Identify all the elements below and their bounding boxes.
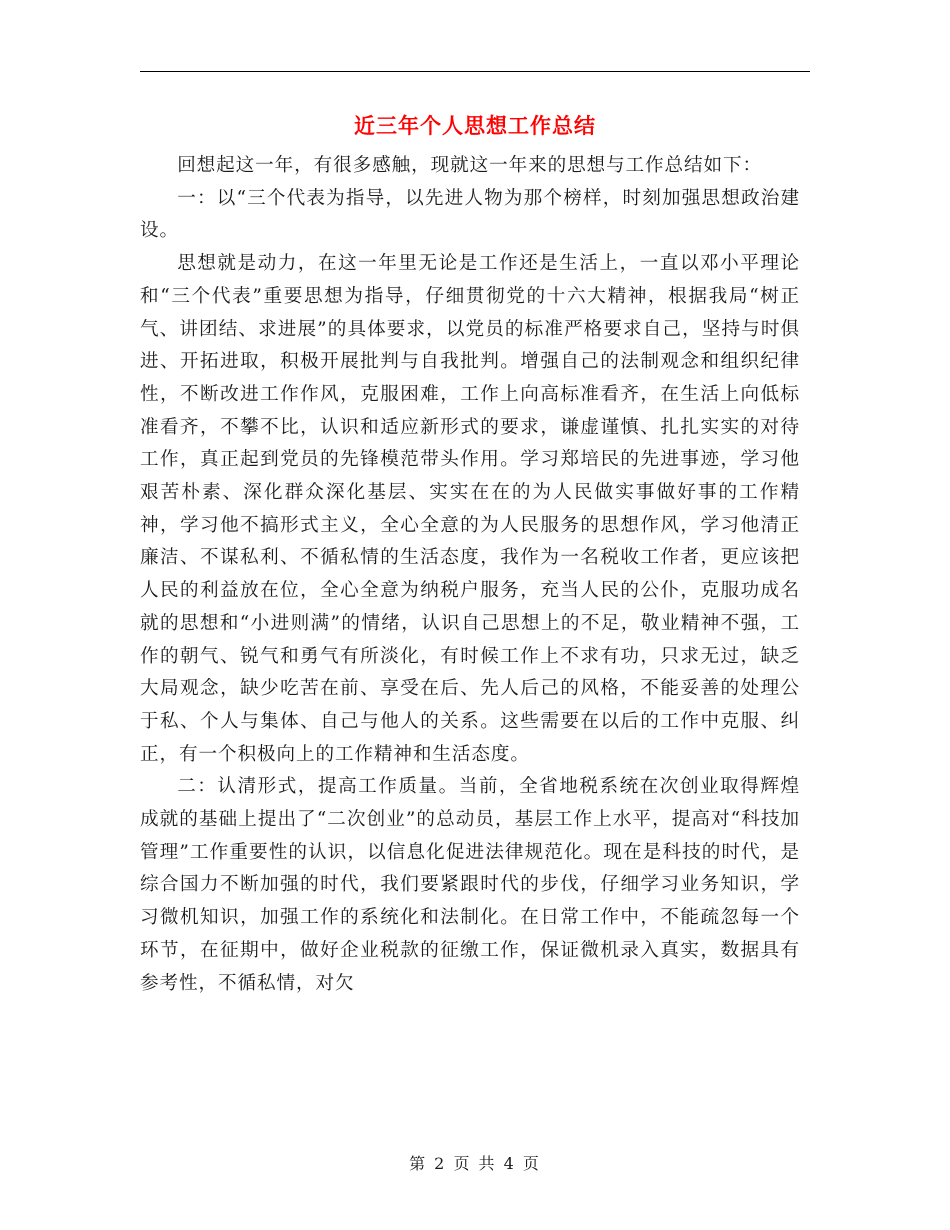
paragraph-intro: 回想起这一年，有很多感触，现就这一年来的思想与工作总结如下： bbox=[177, 155, 763, 176]
paragraph-section-one-heading: 一：以“三个代表为指导，以先进人物为那个榜样，时刻加强思想政治建设。 bbox=[140, 187, 800, 242]
paragraph-section-one-body: 思想就是动力，在这一年里无论是工作还是生活上，一直以邓小平理论和“三个代表”重要思想为指导，仔细贯彻党的十六大精神，根据我局“树正气、讲团结、求进展”的具体要求，以党员的标准严格要求自己，坚持与时俱进、开拓进取，积极开展批判与自我批判。增强自己的法制观念和组织纪律性，不断改进工作作风，克服困难，工作上向高标准看齐，在生活上向低标准看齐，不攀不比，认识和适应新形式的要求，谦虚谨慎、扎扎实实的对待工作，真正起到党员的先锋模范带头作用。学习郑培民的先进事迹，学习他艰苦朴素、深化群众深化基层、实实在在的为人民做实事做好事的工作精神，学习他不搞形式主义，全心全意的为人民服务的思想作风，学习他清正廉洁、不谋私利、不循私情的生活态度，我作为一名税收工作者，更应该把人民的利益放在位，全心全意为纳税户服务，充当人民的公仆，克服功成名就的思想和“小进则满”的情绪，认识自己思想上的不足，敬业精神不强，工作的朝气、锐气和勇气有所淡化，有时候工作上不求有功，只求无过，缺乏大局观念，缺少吃苦在前、享受在后、先人后己的风格，不能妥善的处理公于私、个人与集体、自己与他人的关系。这些需要在以后的工作中克服、纠正，有一个积极向上的工作精神和生活态度。 bbox=[140, 253, 800, 765]
paragraph-section-two: 二：认清形式，提高工作质量。当前，全省地税系统在次创业取得辉煌成就的基础上提出了“二次创业”的总动员，基层工作上水平，提高对“科技加管理”工作重要性的认识，以信息化促进法律规范化。现在是科技的时代，是综合国力不断加强的时代，我们要紧跟时代的步伐，仔细学习业务知识，学习微机知识，加强工作的系统化和法制化。在日常工作中，不能疏忽每一个环节，在征期中，做好企业税款的征缴工作，保证微机录入真实，数据具有参考性，不循私情，对欠 bbox=[140, 776, 800, 994]
page-number-footer: 第 2 页 共 4 页 bbox=[409, 1154, 541, 1173]
document-title: 近三年个人思想工作总结 bbox=[354, 113, 596, 138]
header-rule bbox=[140, 71, 810, 72]
document-body bbox=[140, 150, 800, 1000]
